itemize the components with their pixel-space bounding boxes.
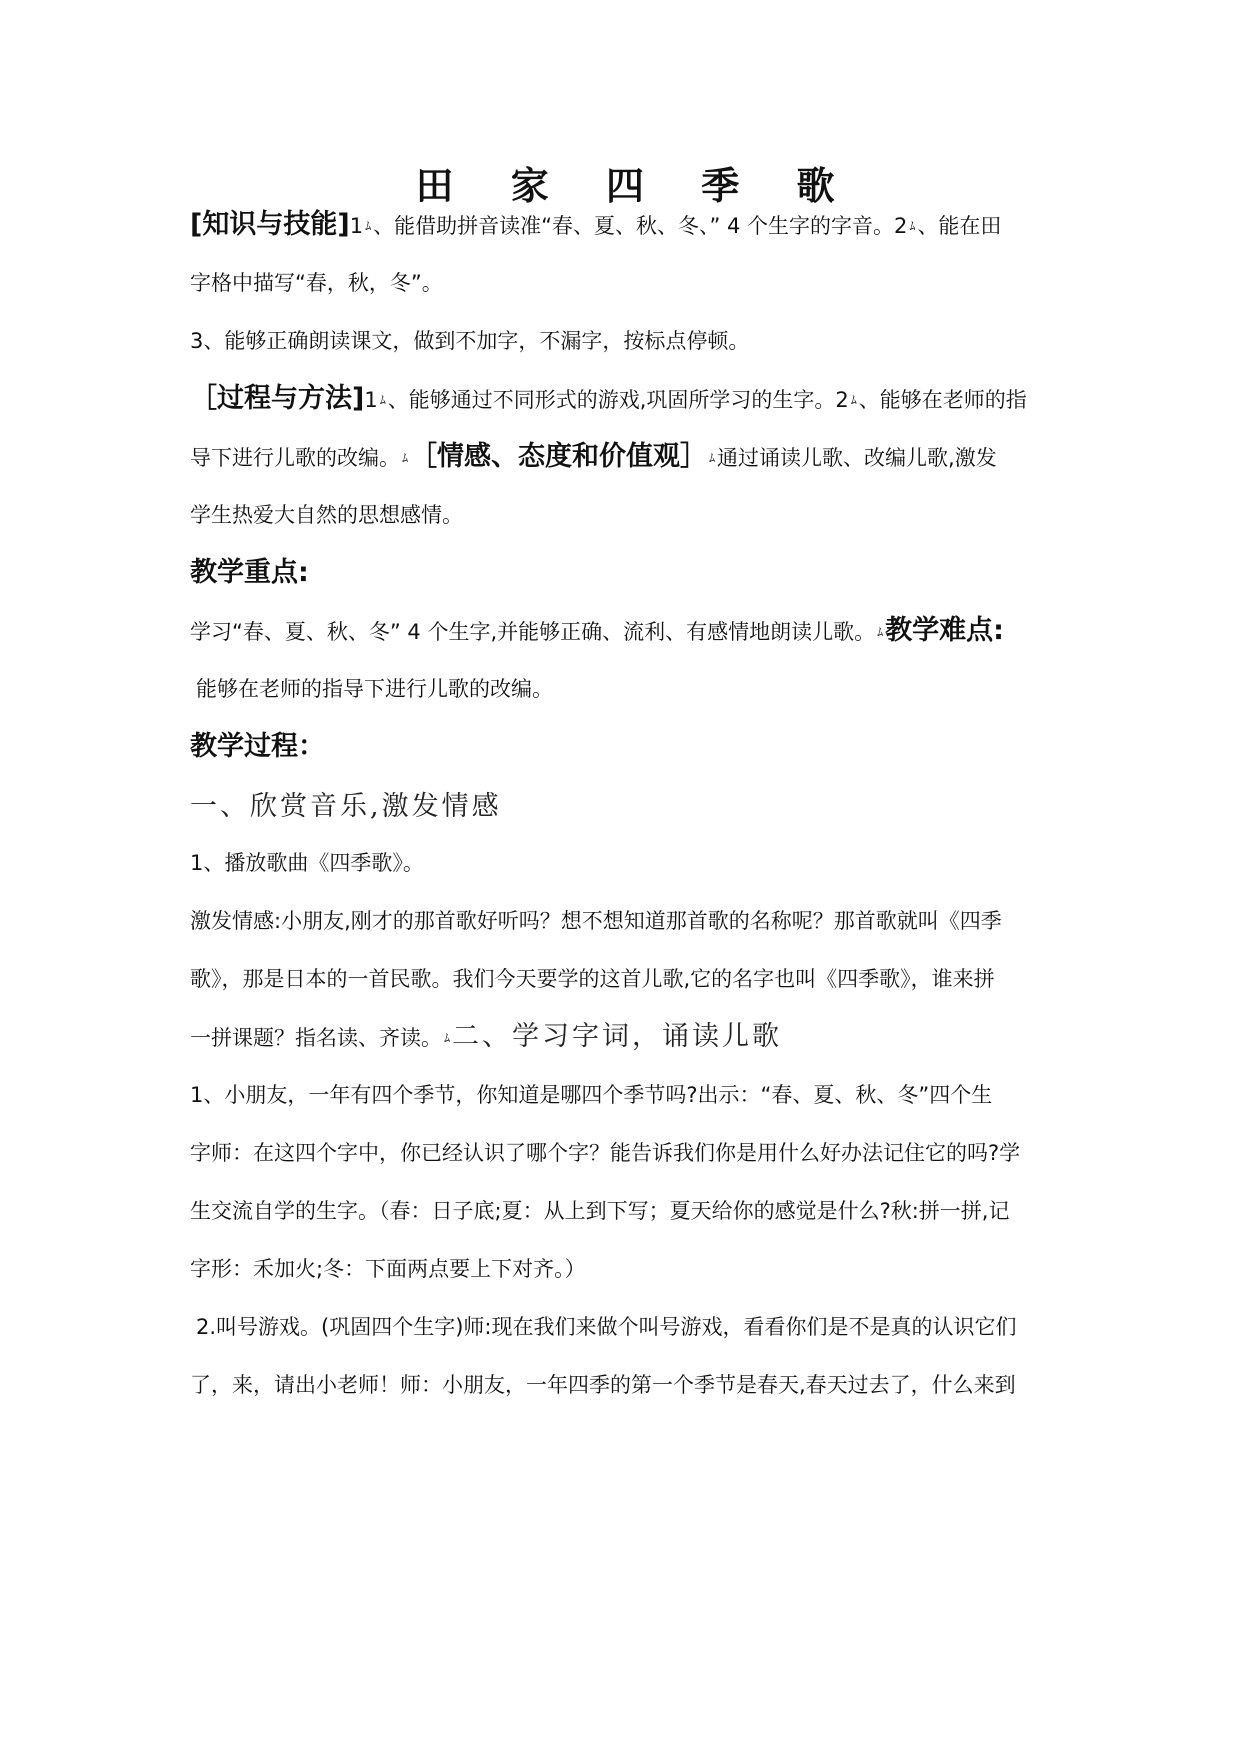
edit-mark: ﾑ <box>709 451 716 465</box>
text-run: 、能借助拼音读准“春、夏、秋、冬、” 4 个生字的字音。2 <box>373 214 908 238</box>
text-run: 2.叫号游戏。(巩固四个生字)师:现在我们来做个叫号游戏，看看你们是不是真的认识它们 <box>196 1315 1017 1339</box>
teaching-focus-line <box>190 606 1060 656</box>
body-text-line <box>190 1244 1060 1294</box>
text-run: 一拼课题？指名读、齐读。 <box>190 1026 442 1050</box>
text-run: 歌》，那是日本的一首民歌。我们今天要学的这首儿歌,它的名字也叫《四季歌》，谁来拼 <box>190 967 995 991</box>
body-text-line <box>190 1128 1060 1178</box>
step-heading: 一、欣赏音乐,激发情感 <box>190 791 502 822</box>
body-text-line <box>190 1070 1060 1120</box>
edit-mark: ﾑ <box>909 219 916 233</box>
text-run: 导下进行儿歌的改编。 <box>190 446 400 470</box>
text-run: 激发情感:小朋友,刚才的那首歌好听吗？想不想知道那首歌的名称呢？那首歌就叫《四季 <box>190 909 1002 933</box>
body-text-line <box>190 258 1060 308</box>
text-run: 1、播放歌曲《四季歌》。 <box>190 851 424 875</box>
objective-process-line <box>190 374 1060 424</box>
document-title: 田 家 四 季 歌 <box>415 164 857 208</box>
section-heading-difficulty: 教学难点: <box>885 615 1004 646</box>
document-page <box>190 0 1060 1754</box>
text-run: 、能在田 <box>917 214 1002 238</box>
text-run: 学习“春、夏、秋、冬” 4 个生字,并能够正确、流利、有感情地朗读儿歌。 <box>190 620 876 644</box>
text-run: 1 <box>349 214 364 238</box>
body-text-line <box>190 1360 1060 1410</box>
body-text-line <box>190 896 1060 946</box>
edit-mark: ﾑ <box>365 219 372 233</box>
text-run: 字格中描写“春，秋，冬”。 <box>190 271 443 295</box>
text-run: 1、小朋友，一年有四个季节，你知道是哪四个季节吗?出示：“春、夏、秋、冬”四个生 <box>190 1083 993 1107</box>
section-heading-knowledge: [知识与技能] <box>190 209 350 240</box>
text-run: 了，来，请出小老师！师：小朋友，一年四季的第一个季节是春天,春天过去了，什么来到 <box>190 1373 1016 1397</box>
text-run: 3、能够正确朗读课文，做到不加字，不漏字，按标点停顿。 <box>190 329 750 353</box>
body-text-line <box>190 1302 1066 1352</box>
section-heading-process: ［过程与方法] <box>190 383 365 414</box>
section-heading-focus: 教学重点: <box>190 557 309 588</box>
body-text-line <box>190 954 1060 1004</box>
edit-mark: ﾑ <box>402 451 409 465</box>
text-run: 通过诵读儿歌、改编儿歌,激发 <box>717 446 997 470</box>
step-one-heading <box>190 782 1060 832</box>
text-run: 1 <box>364 388 378 412</box>
text-run: 字形：禾加火;冬：下面两点要上下对齐。） <box>190 1257 586 1281</box>
text-run: 生交流自学的生字。（春：日子底;夏：从上到下写；夏天给你的感觉是什么?秋:拼一拼,记 <box>190 1199 1010 1223</box>
text-run: 字师：在这四个字中，你已经认识了哪个字？能告诉我们你是用什么好办法记住它的吗?学 <box>190 1141 1021 1165</box>
step-heading: 二、学习字词，诵读儿歌 <box>452 1021 783 1052</box>
section-heading-emotion: ［情感、态度和价值观］ <box>410 441 708 472</box>
edit-mark: ﾑ <box>850 393 857 407</box>
edit-mark: ﾑ <box>444 1031 451 1045</box>
text-run: 、能够在老师的指 <box>858 388 1027 412</box>
text-run: 、能够通过不同形式的游戏,巩固所学习的生字。2 <box>387 388 849 412</box>
body-text-line <box>190 838 1060 888</box>
body-text-line <box>190 316 1060 366</box>
objective-knowledge-line <box>190 200 1060 250</box>
edit-mark: ﾑ <box>379 393 386 407</box>
body-text-line <box>190 490 1060 540</box>
teaching-focus-heading <box>190 548 1060 598</box>
text-run: 学生热爱大自然的思想感情。 <box>190 503 463 527</box>
objective-emotion-line <box>190 432 1060 482</box>
step-two-line <box>190 1012 1060 1062</box>
body-text-line <box>190 664 1066 714</box>
section-heading-process-steps: 教学过程： <box>190 731 325 762</box>
edit-mark: ﾑ <box>877 625 884 639</box>
text-run: 能够在老师的指导下进行儿歌的改编。 <box>196 677 553 701</box>
body-text-line <box>190 1186 1060 1236</box>
teaching-process-heading <box>190 722 1060 772</box>
